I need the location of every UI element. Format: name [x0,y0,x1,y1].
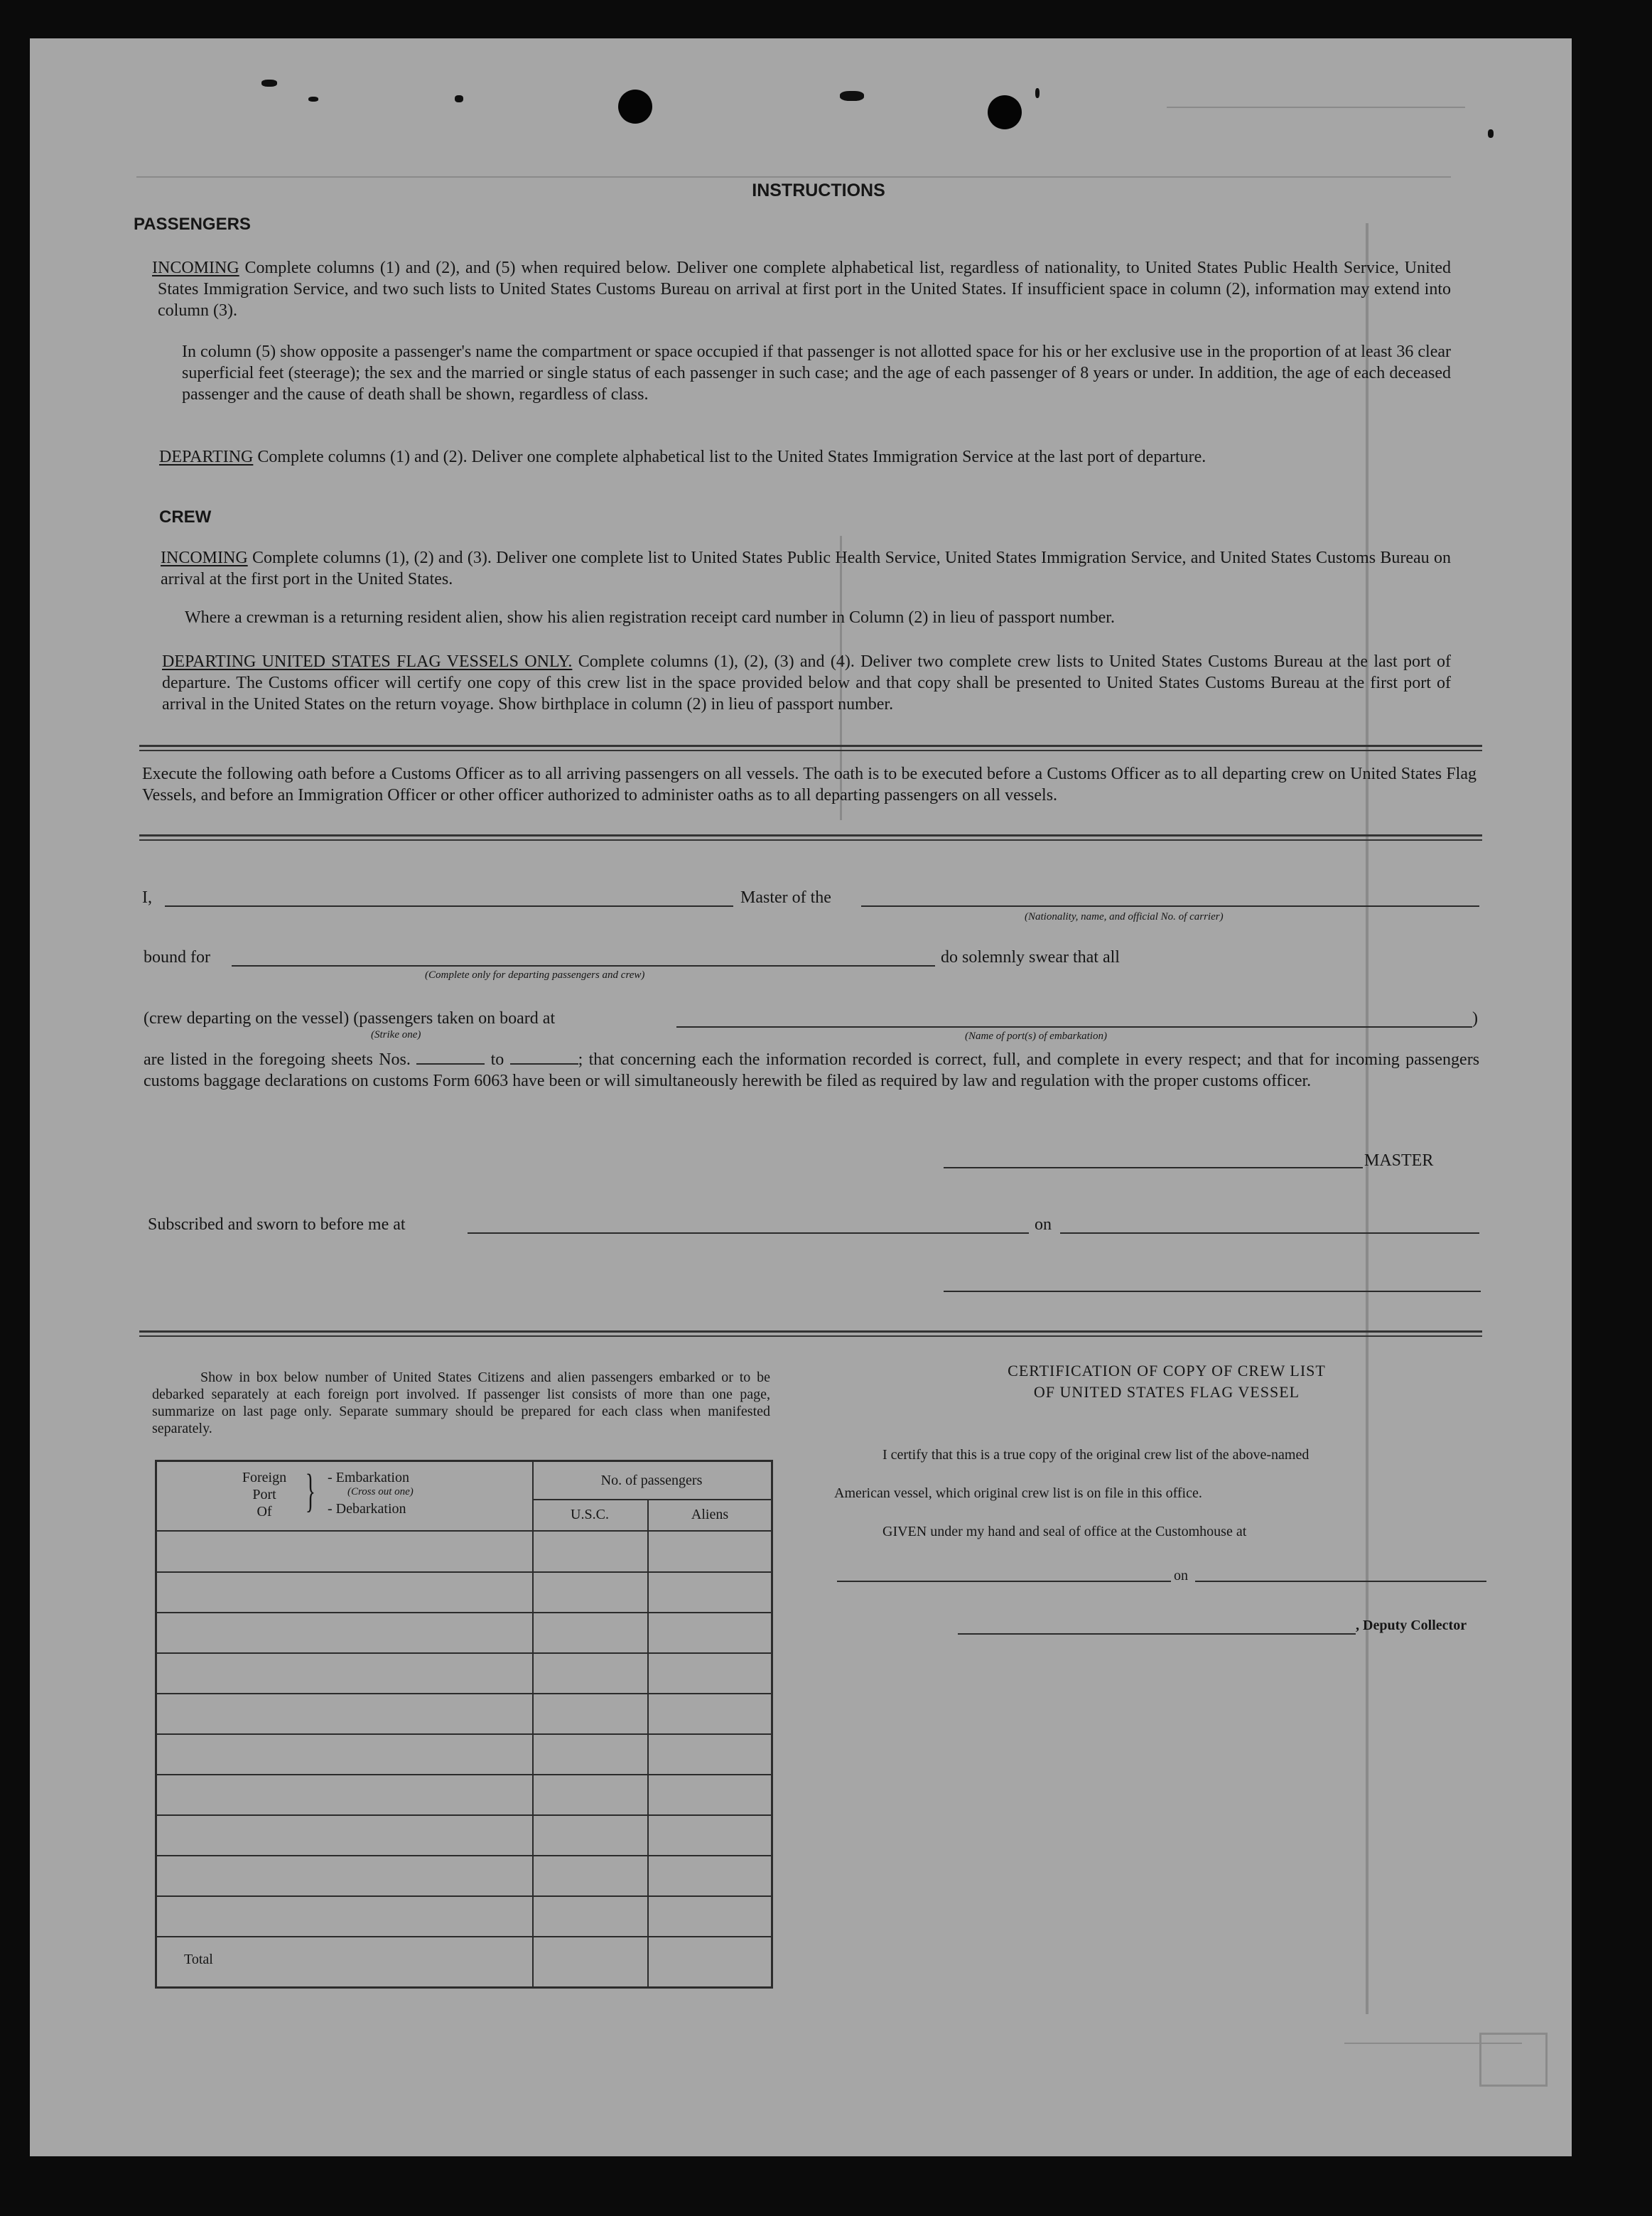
aliens-header: Aliens [691,1507,729,1522]
section-divider [139,1330,1482,1333]
table-row [157,1774,771,1775]
section-divider [139,750,1482,751]
total-label: Total [184,1952,213,1967]
officer-signature-field[interactable] [944,1291,1481,1292]
bleed-through-line [136,176,1451,178]
table-divider [532,1499,771,1500]
certification-title [939,1360,1394,1403]
debarkation-label: - Debarkation [328,1501,406,1517]
bleed-through-line [1366,223,1368,2014]
listed-to: to [490,1050,504,1069]
passengers-heading: PASSENGERS [134,215,251,234]
paper-damage [261,80,277,87]
summary-note: Show in box below number of United States Citizens and alien passengers embarked or to be debarked separately at each foreign port involved. If passenger list consists of more than one page, summarize on last page only. Separate summary should be prepared for each class when manifested separately. [152,1370,770,1436]
subscribed-label: Subscribed and sworn to before me at [148,1215,406,1234]
table-row [157,1693,771,1694]
subscribed-date-field[interactable] [1060,1232,1479,1234]
listed-text-b: ; that concerning each the information recorded is correct, full, and complete in every respect; and that for incoming passengers customs baggage declarations on customs Form 6063 have been or will simultaneously herewith be filed as required by law and regulation with the proper customs officer. [144,1050,1480,1090]
table-row [157,1652,771,1654]
form-page [30,38,1572,2156]
passengers-incoming-paragraph [152,257,1452,321]
listed-paragraph [144,1049,1479,1092]
crew-departing-paragraph [162,651,1451,715]
crew-departing-label: (crew departing on the vessel) (passengers taken on board at [144,1009,556,1028]
deputy-collector-label: , Deputy Collector [1356,1618,1467,1633]
certification-title-line-2: OF UNITED STATES FLAG VESSEL [1033,1383,1300,1401]
instructions-heading: INSTRUCTIONS [752,181,885,200]
customhouse-field[interactable] [837,1581,1171,1582]
given-line: GIVEN under my hand and seal of office at the Customhouse at [882,1524,1247,1539]
punch-hole-left [618,90,652,124]
certify-line-1: I certify that this is a true copy of the original crew list of the above-named [882,1447,1310,1463]
master-of-the-label: Master of the [740,888,831,907]
oath-i-label: I, [142,888,152,907]
passengers-departing-paragraph [159,446,1451,468]
carrier-field[interactable] [861,905,1479,907]
crew-incoming-text: Complete columns (1), (2) and (3). Deliver one complete list to United States Public Health Service, United States Immigration Service, and United States Customs Bureau on arrival at the first port in the United States. [161,549,1452,588]
paper-damage [1488,129,1494,138]
paper-damage [308,97,318,102]
passengers-column5-paragraph: In column (5) show opposite a passenger's name the compartment or space occupied if that passenger is not allotted space for his or her exclusive use in the proportion of at least 36 clear superficial feet (steerage); the sex and the married or single status of each passenger in such case; and the age of each passenger of 8 years or under. In addition, the age of each deceased passenger and the cause of death shall be shown, regardless of class. [182,343,1451,404]
swear-label: do solemnly swear that all [941,948,1120,967]
bound-for-field[interactable] [232,965,935,967]
port-label: Port [252,1487,276,1502]
foreign-port-label [232,1469,296,1520]
crew-departing-text: Complete columns (1), (2), (3) and (4). Deliver two complete crew lists to United States Customs Bureau at the last port of departure. The Customs officer will certify one copy of this crew list in the space provided below and that copy shall be presented to United States Customs Bureau at the first port of arrival in the United States on the return voyage. Show birthplace in column (2) in lieu of passport number. [162,652,1451,714]
brace-icon: } [305,1465,315,1517]
port-caption: (Name of port(s) of embarkation) [965,1031,1107,1042]
crew-resident-paragraph: Where a crewman is a returning resident alien, show his alien registration receipt card number in Column (2) in lieu of passport number. [185,608,1115,627]
sheet-to-field[interactable] [510,1049,578,1065]
bound-for-caption: (Complete only for departing passengers and crew) [425,969,645,981]
bound-for-label: bound for [144,948,210,967]
table-divider [532,1462,534,1986]
foreign-label: Foreign [242,1470,287,1485]
table-row [157,1612,771,1613]
embarkation-label: - Embarkation [328,1470,409,1485]
paper-damage [455,95,463,102]
close-paren: ) [1472,1009,1478,1028]
table-row [157,1733,771,1735]
passengers-departing-text: Complete columns (1) and (2). Deliver one complete alphabetical list to the United States Immigration Service at the last port of departure. [257,448,1206,466]
table-row [157,1936,771,1937]
table-row [157,1814,771,1816]
master-label: MASTER [1364,1151,1434,1170]
punch-hole-right [988,95,1022,129]
crew-departing-label: DEPARTING UNITED STATES FLAG VESSELS ONLY. [162,652,573,671]
paper-damage [840,91,864,101]
of-label: Of [257,1504,272,1520]
crew-incoming-label: INCOMING [161,549,248,567]
section-divider [139,745,1482,747]
strike-caption: (Strike one) [371,1029,421,1040]
embarkation-port-field[interactable] [676,1026,1472,1028]
paper-damage [1035,88,1040,98]
crew-heading: CREW [159,507,212,527]
certification-on-label: on [1174,1568,1188,1583]
no-passengers-header: No. of passengers [600,1473,703,1488]
master-signature-field[interactable] [944,1167,1363,1168]
table-row [157,1571,771,1573]
certification-date-field[interactable] [1195,1581,1486,1582]
table-row [157,1895,771,1897]
deputy-collector-signature-field[interactable] [958,1633,1356,1635]
listed-text-a: are listed in the foregoing sheets Nos. [144,1050,411,1069]
oath-intro: Execute the following oath before a Customs Officer as to all arriving passengers on all vessels. The oath is to be executed before a Customs Officer as to all departing crew on United States Flag Vessels, and before an Immigration Officer or other officer authorized to administer oaths as to all departing passengers on all vessels. [142,765,1476,805]
subscribed-on-label: on [1035,1215,1052,1234]
passengers-departing-label: DEPARTING [159,448,254,466]
master-name-field[interactable] [165,905,733,907]
usc-header: U.S.C. [571,1507,609,1522]
passenger-summary-table [155,1460,773,1989]
section-divider [139,1335,1482,1337]
certification-title-line-1: CERTIFICATION OF COPY OF CREW LIST [1008,1362,1326,1379]
carrier-caption: (Nationality, name, and official No. of carrier) [1025,911,1224,923]
passengers-incoming-label: INCOMING [152,259,239,277]
bleed-through-box [1479,2033,1548,2087]
sheet-from-field[interactable] [416,1049,485,1065]
certify-line-2: American vessel, which original crew list is on file in this office. [834,1485,1202,1501]
subscribed-place-field[interactable] [468,1232,1029,1234]
cross-out-caption: (Cross out one) [347,1486,414,1497]
section-divider [139,839,1482,841]
passengers-incoming-text: Complete columns (1) and (2), and (5) when required below. Deliver one complete alphabetical list, regardless of nationality, to United States Public Health Service, United States Immigration Service, and two such lists to United States Customs Bureau on arrival at first port in the United States. If insufficient space in column (2), information may extend into column (3). [158,259,1452,320]
table-divider [157,1530,771,1532]
bleed-through-stamp [1167,107,1465,186]
section-divider [139,834,1482,837]
table-row [157,1855,771,1856]
crew-incoming-paragraph [161,547,1451,590]
